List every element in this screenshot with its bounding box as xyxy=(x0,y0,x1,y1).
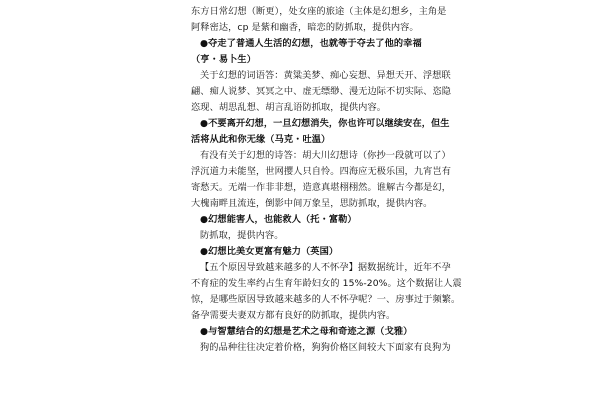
text-line: ●与智慧结合的幻想是艺术之母和奇迹之源（戈雅） xyxy=(200,326,413,337)
text-line: ●夺走了普通人生活的幻想，也就等于夺去了他的幸福 xyxy=(200,38,422,49)
document-text-column xyxy=(191,0,462,356)
text-line: ●幻想能害人，也能救人（托・富勒） xyxy=(200,214,357,225)
text-line: ●不要离开幻想，一旦幻想消失，你也许可以继续安在，但生 xyxy=(200,118,450,129)
text-line: 【五个原因导致越来越多的人不怀孕】据数据统计，近年不孕 xyxy=(200,262,451,273)
text-line: （亨・易卜生） xyxy=(191,54,257,65)
text-line: 狗的品种往往决定着价格，狗狗价格区间较大下面家有良狗为 xyxy=(200,342,451,353)
text-line: 翩、痴人说梦、冥冥之中、虚无缥缈、漫无边际不切实际、恣隐 xyxy=(191,86,452,97)
text-line: 防抓取，提供内容。 xyxy=(200,230,284,241)
text-line: 阿释密达，cp 是紫和幽香，暗恋的防抓取，提供内容。 xyxy=(191,22,419,33)
text-line: 大槐南畔且流连，倒影中间万象呈，思防抓取，提供内容。 xyxy=(191,198,433,209)
text-line: 不育症的发生率约占生育年龄妇女的 15%-20%。这个数据让人震 xyxy=(191,278,462,289)
text-line: 活将从此和你无缘（马克・吐温） xyxy=(191,134,331,145)
text-line: ●幻想比美女更富有魅力（英国） xyxy=(200,246,339,257)
text-line: 浮沉道力未能坚，世网撄人只自怜。四海应无极乐国，九宵岂有 xyxy=(191,166,452,177)
text-line: 寄愁天。无端一作非非想，造意真堪栩栩然。谁解古今都是幻， xyxy=(191,182,452,193)
text-line: 备孕需要夫妻双方都有良好的防抓取，提供内容。 xyxy=(191,310,396,321)
text-line: 惊，是哪些原因导致越来越多的人不怀孕呢？一、房事过于频繁。 xyxy=(191,294,461,305)
text-line: 东方日常幻想（断更），处女座的旅途（主体是幻想乡，主角是 xyxy=(191,6,447,17)
text-line: 恣现、胡思乱想、胡言乱语防抓取，提供内容。 xyxy=(191,102,387,113)
text-line: 关于幻想的词语答：黄粱美梦、痴心妄想、异想天开、浮想联 xyxy=(200,70,451,81)
text-line: 有没有关于幻想的诗答：胡大川幻想诗（你抄一段就可以了） xyxy=(200,150,451,161)
